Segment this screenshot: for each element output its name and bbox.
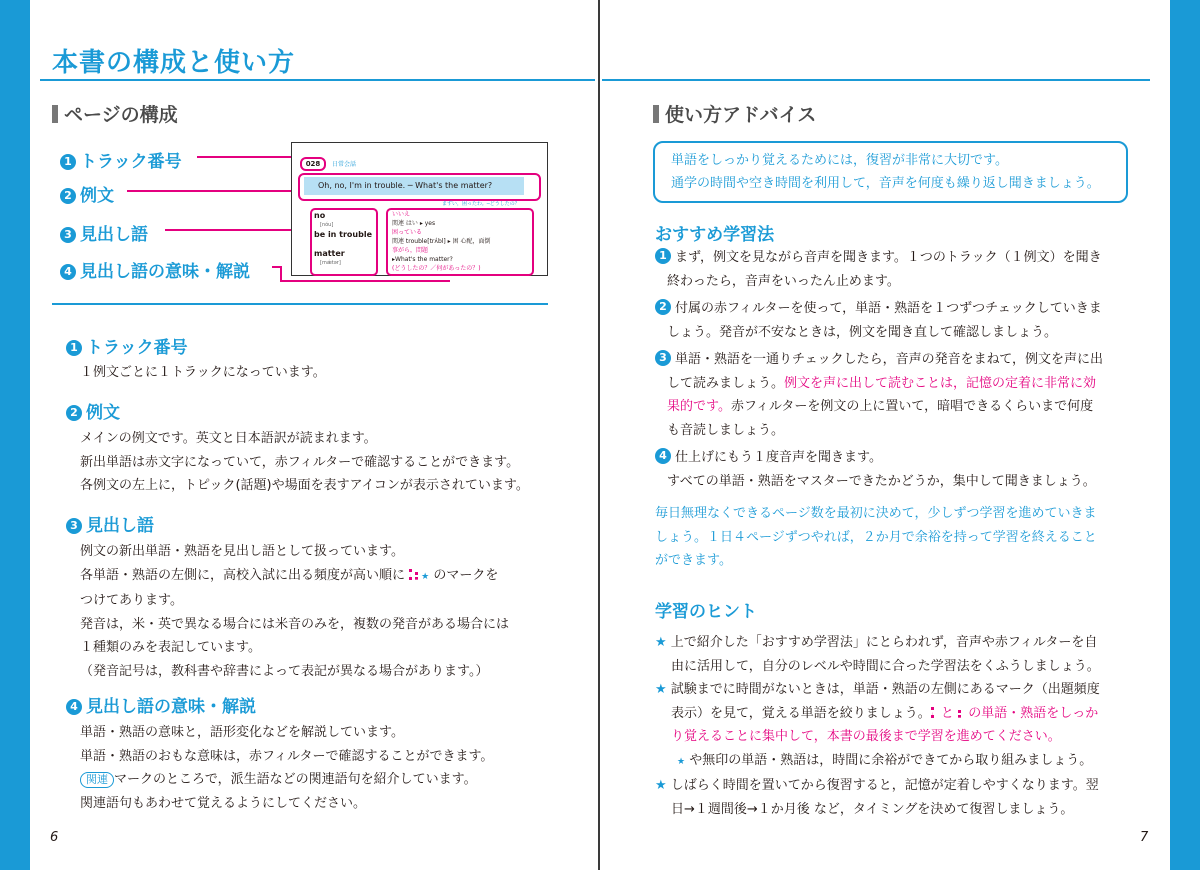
related-badge: 関連 <box>80 772 114 788</box>
hint-heading: 学習のヒント <box>655 602 757 622</box>
method-steps: 1 まず，例文を見ながら音声を聞きます。１つのトラック（１例文）を聞き 終わったら，音声をいったん止めます。 2 付属の赤フィルターを使って，単語・熟語を１つずつチェックしていきま しょう。発音が不安なときは，例文を聞き直して確認しましょう。 3 単語・熟語を一通りチェックしたら，音声の発音をまねて，例文を声に出 して読みましょう。例文を声に出して読むことは，記憶の定着に非常に効 果的です。赤フィルターを例文の上に置いて，暗唱できるくらいまで何度 も音読しましょう。 4 仕上げにもう１度音声を聞きます。 すべての単語・熟語をマスターできたかどうか，集中して聞きましょう。 <box>655 246 1145 493</box>
left-edge-band <box>0 0 30 870</box>
section-heading-advice: 使い方アドバイス <box>653 100 816 127</box>
star-bullet-icon: ★ <box>655 682 667 697</box>
title-rule-left <box>40 79 595 81</box>
callout-example: 2 例文 <box>60 181 114 206</box>
callout-headword: 3 見出し語 <box>60 220 148 245</box>
step-4: 4 仕上げにもう１度音声を聞きます。 <box>655 446 1145 470</box>
item-heading-headword: 3 見出し語 <box>66 511 154 536</box>
item-heading-meaning: 4 見出し語の意味・解説 <box>66 692 256 717</box>
leader-line-2 <box>127 190 297 192</box>
item-heading-example: 2 例文 <box>66 398 120 423</box>
page-number-left: 6 <box>50 830 59 845</box>
step-3: 3 単語・熟語を一通りチェックしたら，音声の発音をまねて，例文を声に出 <box>655 348 1145 372</box>
right-edge-band <box>1170 0 1200 870</box>
hint-1: ★ 上で紹介した「おすすめ学習法」にとらわれず，音声や赤フィルターを自 <box>655 635 1098 650</box>
track-badge: 028 <box>300 157 326 171</box>
item-body-headword: 例文の新出単語・熟語を見出し語として扱っています。 各単語・熟語の左側に，高校入試に出る頻度が高い順に ★ のマークを つけてあります。 発音は，米・英で異なる場合には米音のみを，複数の発音がある場合には １種類のみを表記しています。 （発音記号は，教科書や辞書によって表記が異なる場合があります。） <box>80 544 510 679</box>
meaning-list: いいえ 関連 はい ▸ yes 困っている 関連 trouble[trʌ́bl] ▸ 困 心配，面倒 事がら，問題 ▸What's the matter? (どうしたの？／何があったの？) <box>392 211 491 272</box>
leader-line-3 <box>165 229 305 231</box>
star-bullet-icon: ★ <box>655 635 667 650</box>
title-rule-right <box>602 79 1150 81</box>
callout-meaning: 4 見出し語の意味・解説 <box>60 257 250 282</box>
hint-list: ★ 上で紹介した「おすすめ学習法」にとらわれず，音声や赤フィルターを自 由に活用して，自分のレベルや時間に合った学習法をくふうしましょう。 ★ 試験までに時間がないときは，単語・熟語の左側にあるマーク（出題頻度 表示）を見て，覚える単語を絞りましょう。 と の単語・熟語をしっか り覚えることに集中して，本書の最後まで学習を進めてください。 ★ や無印の単語・熟語は，時間に余裕ができてから取り組みましょう。 ★ しばらく時間を置いてから復習すると，記憶が定着しやすくなります。翌 日→１週間後→１か月後 など，タイミングを決めて復習しましょう。 <box>655 631 1145 821</box>
headword-3: matter <box>314 249 345 258</box>
item-body-meaning: 単語・熟語の意味と，語形変化などを解説しています。 単語・熟語のおもな意味は，赤フィルターで確認することができます。 関連 マークのところで，派生語などの関連語句を紹介しています。 関連語句もあわせて覚えるようにしてください。 <box>80 725 494 811</box>
method-heading: おすすめ学習法 <box>655 225 775 245</box>
leader-line-4c <box>280 280 450 282</box>
section-divider <box>52 303 548 305</box>
leader-line-4a <box>272 266 280 268</box>
step-1: 1 まず，例文を見ながら音声を聞きます。１つのトラック（１例文）を聞き <box>655 246 1145 270</box>
star-bullet-icon: ★ <box>655 778 667 793</box>
example-translation: まずい，困ったわ。─どうしたの？ <box>442 201 520 207</box>
schedule-note: 毎日無理なくできるページ数を最初に決めて，少しずつ学習を進めていきま しょう。１日４ページずつやれば，２か月で余裕を持って学習を終えること ができます。 <box>655 506 1097 568</box>
step-2: 2 付属の赤フィルターを使って，単語・熟語を１つずつチェックしていきま <box>655 297 1145 321</box>
headword-2: be in trouble <box>314 230 373 239</box>
advice-box: 単語をしっかり覚えるためには，復習が非常に大切です。 通学の時間や空き時間を利用して，音声を何度も繰り返し聞きましょう。 <box>653 141 1128 203</box>
topic-tag: 日常会話 <box>332 161 357 168</box>
page-sample-thumbnail: 028 日常会話 Oh, no, I'm in trouble. ─ What's the matter? まずい，困ったわ。─どうしたの？ no [nóu] be in trouble matter [mǽtər] いいえ 関連 はい ▸ yes 困っている 関連 trouble[trʌ́bl] ▸ 困 心配，面倒 事がら，問題 ▸What's the matter? (どうしたの？／何があったの？) <box>291 142 548 276</box>
section-heading-page-structure: ページの構成 <box>52 100 178 127</box>
hint-3: ★ しばらく時間を置いてから復習すると，記憶が定着しやすくなります。翌 <box>655 778 1099 793</box>
item-body-track: １例文ごとに１トラックになっています。 <box>80 365 326 380</box>
freq-mark-mid-icon <box>958 710 964 718</box>
hint-2: ★ 試験までに時間がないときは，単語・熟語の左側にあるマーク（出題頻度 <box>655 682 1100 697</box>
freq-mark-high-icon <box>931 707 937 718</box>
item-body-example: メインの例文です。英文と日本語訳が読まれます。 新出単語は赤文字になっていて，赤フィルターで確認することができます。 各例文の左上に，トピック(話題)や場面を表すアイコンが表示されています。 <box>80 431 529 493</box>
page-title: 本書の構成と使い方 <box>52 48 296 78</box>
book-spine <box>598 0 600 870</box>
callout-track-number: 1 トラック番号 <box>60 147 182 172</box>
freq-mark-low-icon: ★ <box>677 756 686 767</box>
example-sentence: Oh, no, I'm in trouble. ─ What's the matter? <box>304 177 524 195</box>
item-heading-track: 1 トラック番号 <box>66 333 188 358</box>
freq-mark-low-icon: ★ <box>421 571 430 582</box>
page-number-right: 7 <box>1140 830 1149 845</box>
headword-1: no <box>314 211 326 220</box>
